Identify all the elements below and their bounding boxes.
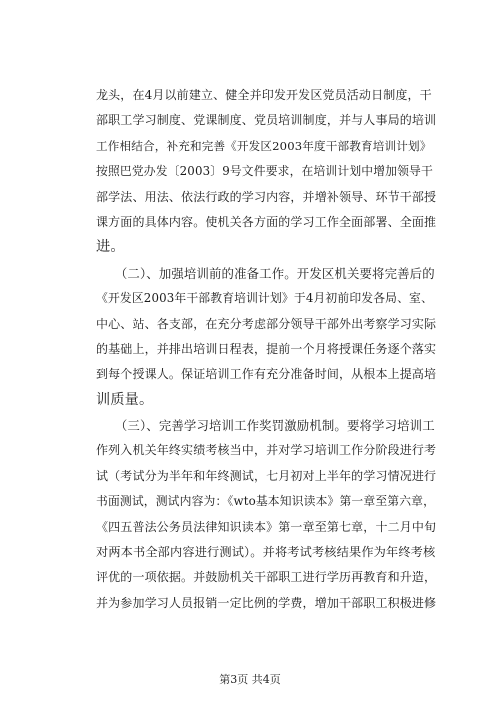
text-line: 《四五普法公务员法律知识读本》第一章至第七章，十二月中旬	[96, 519, 437, 534]
text-line: 评优的一项依据。并鼓励机关干部职工进行学历再教育和升造，	[96, 570, 437, 585]
text-line: 部职工学习制度、党课制度、党员培训制度，并与人事局的培训	[96, 113, 437, 128]
text-line: 书面测试，测试内容为：《wto基本知识读本》第一章至第六章，	[96, 494, 436, 509]
text-line: 训质量。	[96, 391, 154, 408]
document-body	[96, 83, 436, 616]
text-line: 试（考试分为半年和年终测试，七月初对上半年的学习情况进行	[96, 468, 437, 483]
text-line: 《开发区2003年干部教育培训计划》于4月初前印发各局、室、	[96, 291, 433, 306]
text-line: 的基础上，并排出培训日程表，提前一个月将授课任务逐个落实	[96, 341, 437, 356]
text-line: 作列入机关年终实绩考核当中，并对学习培训工作分阶段进行考	[96, 443, 437, 458]
text-line: 进。	[96, 239, 125, 256]
text-line: （二）、加强培训前的准备工作。开发区机关要将完善后的	[96, 265, 435, 281]
text-line: 部学法、用法、依法行政的学习内容，并增补领导、环节干部授	[96, 189, 437, 204]
text-line: 中心、站、各支部，在充分考虑部分领导干部外出考察学习实际	[96, 316, 437, 331]
text-line: 龙头，在4月以前建立、健全并印发开发区党员活动日制度，干	[96, 88, 432, 102]
text-line: 工作相结合，补充和完善《开发区2003年度干部教育培训计划》	[96, 138, 432, 153]
text-line: （三）、完善学习培训工作奖罚激励机制。要将学习培训工	[96, 418, 435, 434]
text-line: 到每个授课人。保证培训工作有充分准备时间，从根本上提高培	[96, 367, 437, 382]
text-line: 按照巴党办发〔2003〕9号文件要求，在培训计划中增加领导干	[96, 164, 433, 179]
page-footer: 第3页 共4页	[219, 673, 281, 686]
text-line: 课方面的具体内容。使机关各方面的学习工作全面部署、全面推	[96, 214, 437, 229]
text-line: 对两本书全部内容进行测试）。并将考试考核结果作为年终考核	[96, 545, 436, 560]
text-line: 并为参加学习人员报销一定比例的学费，增加干部职工积极进修	[96, 595, 437, 610]
